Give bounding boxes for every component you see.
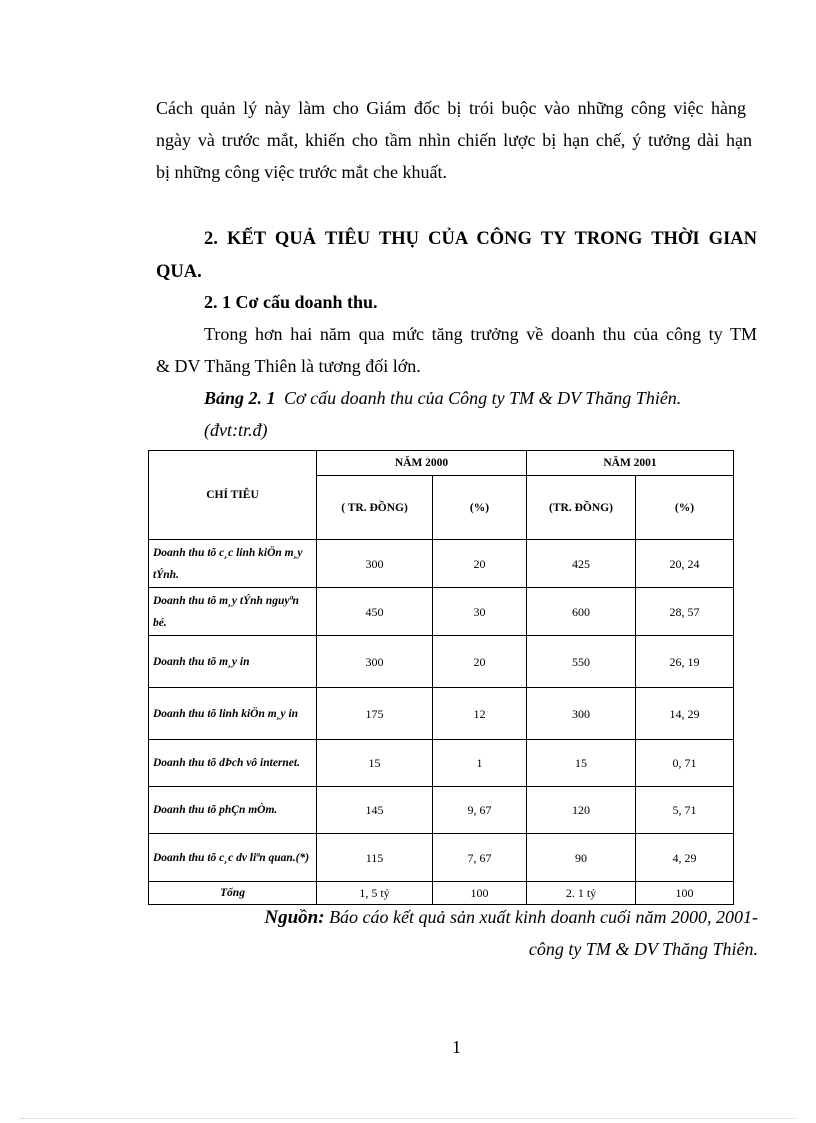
table-row — [149, 540, 734, 588]
value-2001: 550 — [527, 636, 636, 688]
value-2001: 600 — [527, 588, 636, 636]
source-label: Nguồn: — [264, 907, 325, 928]
section-heading-line-2: QUA. — [156, 262, 202, 282]
percent-2000: 30 — [433, 588, 527, 636]
percent-2001: 28, 57 — [636, 588, 734, 636]
table-caption-text: Cơ cấu doanh thu của Công ty TM & DV Thăng Thiên. — [284, 388, 682, 408]
page-number: 1 — [452, 1037, 461, 1057]
value-2001: 15 — [527, 740, 636, 787]
percent-2001: 0, 71 — [636, 740, 734, 787]
source-note-line-2: công ty TM & DV Thăng Thiên. — [528, 939, 758, 959]
table-row — [149, 787, 734, 834]
total-percent-2000: 100 — [433, 882, 527, 905]
table-row — [149, 588, 734, 636]
value-2000: 450 — [317, 588, 433, 636]
year-header-2001: NĂM 2001 — [527, 451, 734, 476]
subheader-percent-2000: (%) — [433, 476, 527, 540]
total-percent-2001: 100 — [636, 882, 734, 905]
percent-2000: 9, 67 — [433, 787, 527, 834]
paragraph-2-line-2: & DV Thăng Thiên là tương đối lớn. — [156, 356, 421, 376]
percent-2001: 4, 29 — [636, 834, 734, 882]
paragraph-1-line-3: bị những công việc trước mắt che khuất. — [156, 162, 447, 182]
total-value-2001: 2. 1 tỷ — [527, 882, 636, 905]
value-2000: 115 — [317, 834, 433, 882]
subheader-value-2000: ( TR. ĐỒNG) — [317, 476, 433, 540]
page-bottom-rule — [20, 1118, 796, 1119]
value-2000: 175 — [317, 688, 433, 740]
section-heading-line-1: 2. KẾT QUẢ TIÊU THỤ CỦA CÔNG TY TRONG THỜI GIAN — [204, 229, 757, 249]
row-label: Doanh thu tõ m¸y tÝnh nguyªn bé. — [149, 588, 317, 636]
value-2001: 120 — [527, 787, 636, 834]
subheader-percent-2001: (%) — [636, 476, 734, 540]
table-row — [149, 834, 734, 882]
percent-2000: 12 — [433, 688, 527, 740]
value-2001: 425 — [527, 540, 636, 588]
table-row — [149, 688, 734, 740]
total-label: Tổng — [149, 882, 317, 905]
percent-2000: 1 — [433, 740, 527, 787]
paragraph-1-line-1: Cách quản lý này làm cho Giám đốc bị trói buộc vào những công việc hàng — [156, 98, 746, 118]
row-label: Doanh thu tõ linh kiÖn m¸y in — [149, 688, 317, 740]
row-label: Doanh thu tõ c¸c linh kiÖn m¸y tÝnh. — [149, 540, 317, 588]
value-2000: 300 — [317, 636, 433, 688]
value-2000: 15 — [317, 740, 433, 787]
row-label: Doanh thu tõ c¸c dv liªn quan.(*) — [149, 834, 317, 882]
row-header: CHỈ TIÊU — [149, 451, 317, 540]
paragraph-1-line-2: ngày và trước mắt, khiến cho tầm nhìn chiến lược bị hạn chế, ý tưởng dài hạn — [156, 130, 752, 150]
paragraph-2-line-1: Trong hơn hai năm qua mức tăng trưởng về doanh thu của công ty TM — [204, 324, 757, 344]
percent-2000: 7, 67 — [433, 834, 527, 882]
table-row — [149, 636, 734, 688]
percent-2001: 20, 24 — [636, 540, 734, 588]
table-total-row — [149, 882, 734, 905]
source-text: Báo cáo kết quả sản xuất kinh doanh cuối năm 2000, 2001- — [329, 907, 758, 927]
year-header-2000: NĂM 2000 — [317, 451, 527, 476]
table-caption — [204, 386, 681, 410]
percent-2001: 14, 29 — [636, 688, 734, 740]
value-2001: 300 — [527, 688, 636, 740]
row-label: Doanh thu tõ phÇn mÒm. — [149, 787, 317, 834]
row-label: Doanh thu tõ dÞch vô internet. — [149, 740, 317, 787]
percent-2001: 26, 19 — [636, 636, 734, 688]
table-unit: (đvt:tr.đ) — [204, 420, 268, 440]
table-row — [149, 740, 734, 787]
table-caption-label: Bảng 2. 1 — [204, 388, 276, 408]
value-2000: 145 — [317, 787, 433, 834]
total-value-2000: 1, 5 tỷ — [317, 882, 433, 905]
percent-2000: 20 — [433, 540, 527, 588]
value-2001: 90 — [527, 834, 636, 882]
value-2000: 300 — [317, 540, 433, 588]
revenue-structure-table — [148, 450, 734, 905]
subsection-heading: 2. 1 Cơ cấu doanh thu. — [204, 292, 378, 312]
source-note-line-1 — [264, 905, 758, 930]
percent-2000: 20 — [433, 636, 527, 688]
row-label: Doanh thu tõ m¸y in — [149, 636, 317, 688]
percent-2001: 5, 71 — [636, 787, 734, 834]
subheader-value-2001: (TR. ĐỒNG) — [527, 476, 636, 540]
